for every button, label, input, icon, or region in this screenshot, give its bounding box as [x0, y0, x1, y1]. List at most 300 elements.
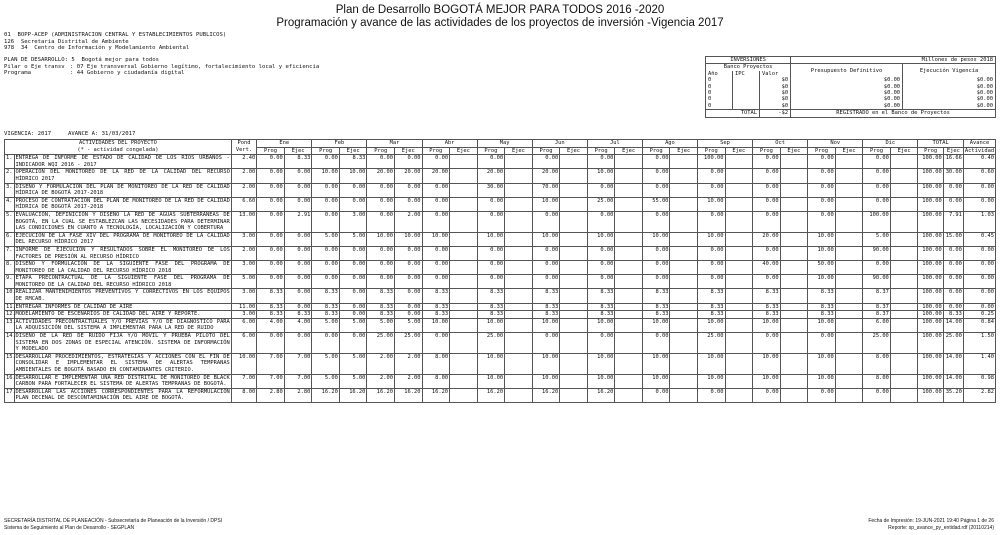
activity-name: DESARROLLAR E IMPLEMENTAR UNA RED DISTRITAL DE MONITOREO DE BLACK CARBON PARA FORTALECER EL SISTEMA DE ALERTAS TEMPRANAS DE BOGOTÁ. [15, 374, 230, 388]
ejec-cell [505, 311, 533, 319]
prog-cell: 8.33 [587, 303, 615, 311]
prog-cell: 0.00 [587, 183, 615, 197]
prog-header: Prog [587, 147, 615, 155]
ejec-cell [505, 374, 533, 388]
pond-cell: 2.00 [231, 169, 256, 183]
total-prog-cell: 100.00 [918, 211, 943, 232]
ejec-cell [615, 261, 643, 275]
prog-cell: 0.00 [477, 261, 505, 275]
ejec-cell [505, 169, 533, 183]
prog-cell: 5.00 [312, 318, 340, 332]
prog-cell: 0.00 [257, 155, 285, 169]
prog-cell: 0.00 [367, 211, 395, 232]
prog-cell: 0.00 [642, 388, 670, 402]
ejec-cell [505, 211, 533, 232]
avance-cell: 0.98 [963, 374, 995, 388]
prog-cell: 100.00 [863, 211, 891, 232]
prog-cell: 0.00 [753, 169, 781, 183]
ejec-cell [505, 155, 533, 169]
pond-cell: 13.00 [231, 211, 256, 232]
table-row [5, 197, 996, 211]
month-header: May [477, 140, 532, 148]
prog-cell: 0.00 [587, 275, 615, 289]
prog-cell: 10.00 [753, 374, 781, 388]
prog-cell: 90.00 [863, 275, 891, 289]
prog-cell: 0.00 [312, 261, 340, 275]
ejec-cell [560, 155, 588, 169]
prog-cell: 8.33 [808, 303, 836, 311]
pond-cell: 2.00 [231, 246, 256, 260]
ipc-cell [733, 103, 760, 110]
actividades-table [4, 139, 996, 403]
prog-cell: 0.00 [753, 155, 781, 169]
ejec-cell [615, 183, 643, 197]
ejec-cell: 20.00 [394, 169, 422, 183]
ejec-cell [615, 197, 643, 211]
prog-cell: 5.00 [312, 353, 340, 374]
ejec-cell [450, 374, 478, 388]
prog-cell: 16.20 [532, 388, 560, 402]
prog-cell: 0.00 [642, 333, 670, 354]
prog-cell: 10.00 [477, 374, 505, 388]
ejec-cell [670, 211, 698, 232]
ejec-cell [450, 318, 478, 332]
prog-header: Prog [697, 147, 725, 155]
prog-cell: 10.00 [753, 318, 781, 332]
prog-cell: 8.33 [753, 311, 781, 319]
prog-header: Prog [753, 147, 781, 155]
ejec-cell [780, 333, 808, 354]
ejec-cell [450, 232, 478, 246]
ejec-cell [615, 246, 643, 260]
prog-cell: 10.00 [422, 318, 450, 332]
ejec-cell [835, 353, 863, 374]
ejec-cell [505, 232, 533, 246]
prog-cell: 25.00 [367, 333, 395, 354]
prog-cell: 0.00 [697, 246, 725, 260]
ejec-cell [670, 303, 698, 311]
ejec-cell [780, 211, 808, 232]
avance-cell: 0.00 [963, 261, 995, 275]
ejec-cell [725, 311, 753, 319]
total-ejec-cell: 15.00 [943, 232, 963, 246]
pond-cell: 10.00 [231, 353, 256, 374]
ejec-cell [780, 289, 808, 303]
avance-cell: 1.03 [963, 211, 995, 232]
prog-cell: 0.00 [257, 197, 285, 211]
ejec-cell: 0.00 [284, 303, 312, 311]
ejec-cell [725, 246, 753, 260]
pond-cell: 3.00 [231, 261, 256, 275]
prog-cell: 8.00 [863, 353, 891, 374]
ejec-cell [670, 353, 698, 374]
row-number: 9. [5, 275, 15, 289]
total-ejec-cell: 16.66 [943, 155, 963, 169]
avance-fecha: AVANCE A: 31/03/2017 [68, 131, 136, 137]
activity-name: EJECUCIÓN DE LA FASE XIV DEL PROGRAMA DE MONITOREO DE LA CALIDAD DEL RECURSO HÍDRICO 2017 [15, 232, 230, 246]
ejec-cell [560, 333, 588, 354]
prog-cell: 10.00 [477, 232, 505, 246]
avance-cell: 1.40 [963, 353, 995, 374]
entity-block [4, 32, 226, 52]
prog-cell: 0.00 [642, 246, 670, 260]
prog-cell: 8.00 [863, 374, 891, 388]
ejec-cell: 0.00 [284, 289, 312, 303]
ejec-cell [890, 261, 918, 275]
ejec-cell [670, 275, 698, 289]
prog-cell: 0.00 [422, 275, 450, 289]
prog-cell: 0.00 [257, 169, 285, 183]
prog-cell: 0.00 [257, 246, 285, 260]
prog-cell: 8.37 [863, 289, 891, 303]
ejec-cell [890, 275, 918, 289]
header-row [5, 140, 996, 148]
prog-cell: 10.00 [808, 353, 836, 374]
ejec-cell [725, 353, 753, 374]
ejec-cell: 3.00 [339, 211, 367, 232]
ejec-cell [560, 311, 588, 319]
ejec-cell [560, 353, 588, 374]
prog-cell: 10.00 [587, 232, 615, 246]
ejec-cell [450, 275, 478, 289]
ejec-cell [890, 211, 918, 232]
prog-cell: 10.00 [532, 374, 560, 388]
total-ejec-cell: 0.00 [943, 197, 963, 211]
prog-cell: 0.00 [257, 183, 285, 197]
ejec-cell [835, 232, 863, 246]
ejec-cell: 0.00 [339, 333, 367, 354]
ejec-cell [615, 232, 643, 246]
ejec-cell: 0.00 [339, 261, 367, 275]
prog-cell: 8.33 [587, 311, 615, 319]
ejec-cell: 0.00 [284, 261, 312, 275]
prog-cell: 0.00 [697, 275, 725, 289]
prog-cell: 6.00 [863, 318, 891, 332]
prog-cell: 8.33 [532, 311, 560, 319]
prog-cell: 8.37 [863, 311, 891, 319]
row-number: 6. [5, 232, 15, 246]
ejec-cell [450, 333, 478, 354]
ejec-cell [505, 183, 533, 197]
ejec-cell: 0.00 [339, 183, 367, 197]
footer-right [868, 518, 994, 532]
prog-cell: 20.00 [532, 169, 560, 183]
prog-cell: 8.33 [532, 289, 560, 303]
ejec-cell [560, 183, 588, 197]
row-number: 13. [5, 318, 15, 332]
prog-cell: 0.00 [312, 197, 340, 211]
inversiones-row [706, 103, 996, 110]
valor-header: Valor [760, 71, 791, 77]
prog-cell: 0.00 [753, 183, 781, 197]
prog-cell: 0.00 [697, 388, 725, 402]
ejec-cell [725, 183, 753, 197]
total-label: TOTAL [706, 110, 760, 117]
row-number: 14. [5, 333, 15, 354]
activity-name: DISEÑO Y FORMULACIÓN DE LA SIGUIENTE FASE DEL PROGRAMA DE MONITOREO DE LA CALIDAD DEL RECURSO HÍDRICO 2018 [15, 261, 230, 274]
total-prog-cell: 100.00 [918, 333, 943, 354]
ejec-cell: 0.00 [339, 275, 367, 289]
prog-cell: 0.00 [753, 275, 781, 289]
ejec-cell [725, 275, 753, 289]
prog-cell: 10.00 [367, 232, 395, 246]
ejec-header: Ejec [725, 147, 753, 155]
ejec-cell [780, 303, 808, 311]
ejec-cell [615, 388, 643, 402]
ejec-cell: 0.00 [284, 246, 312, 260]
prog-header: Prog [863, 147, 891, 155]
ejec-cell [560, 232, 588, 246]
pond-cell: 7.00 [231, 374, 256, 388]
ejec-cell [560, 303, 588, 311]
prog-cell: 16.20 [477, 388, 505, 402]
ejec-cell [505, 197, 533, 211]
prog-cell: 10.00 [808, 318, 836, 332]
prog-header: Prog [532, 147, 560, 155]
ejec-cell [835, 318, 863, 332]
prog-cell: 0.00 [312, 211, 340, 232]
total-ejec-cell: 14.00 [943, 318, 963, 332]
ejec-cell: 0.00 [394, 197, 422, 211]
pond-cell: 6.00 [231, 333, 256, 354]
ejec-cell [615, 275, 643, 289]
inversiones-units: Millones de pesos 2018 [791, 57, 996, 64]
ejec-cell: 0.00 [339, 246, 367, 260]
total-ejec-cell: 0.00 [943, 183, 963, 197]
prog-cell: 8.33 [367, 303, 395, 311]
ejec-cell [560, 197, 588, 211]
ejec-cell [780, 388, 808, 402]
prog-cell: 0.00 [532, 246, 560, 260]
pond-cell: 3.00 [231, 289, 256, 303]
page-title: Plan de Desarrollo BOGOTÁ MEJOR PARA TODOS 2016 -2020 [335, 4, 665, 16]
prog-header: Prog [808, 147, 836, 155]
table-row [5, 155, 996, 169]
table-row [5, 232, 996, 246]
ejec-cell [780, 353, 808, 374]
prog-cell: 0.00 [477, 246, 505, 260]
prog-cell: 8.33 [808, 311, 836, 319]
ejec-cell [670, 169, 698, 183]
anio-cell: 0 [706, 90, 733, 96]
ejec-cell [780, 374, 808, 388]
ejec-cell [725, 197, 753, 211]
ejec-cell [505, 353, 533, 374]
ejec-cell [450, 353, 478, 374]
ejec-cell [890, 388, 918, 402]
ejec-cell [725, 211, 753, 232]
month-header: Mar [367, 140, 422, 148]
prog-cell: 10.00 [587, 169, 615, 183]
prog-cell: 0.00 [753, 246, 781, 260]
ejec-cell [670, 155, 698, 169]
prog-cell: 10.00 [477, 353, 505, 374]
month-header: Dic [863, 140, 918, 148]
prog-cell: 10.00 [753, 353, 781, 374]
ejec-cell: 0.00 [284, 197, 312, 211]
prog-cell: 10.00 [587, 353, 615, 374]
ejec-cell [450, 261, 478, 275]
congelada-note: (* - actividad congelada) [77, 146, 159, 153]
ejec-cell [835, 183, 863, 197]
total-prog-cell: 100.00 [918, 374, 943, 388]
ejec-cell [615, 333, 643, 354]
prog-cell: 10.00 [532, 318, 560, 332]
prog-cell: 70.00 [532, 183, 560, 197]
ejec-cell [505, 261, 533, 275]
prog-cell: 16.20 [587, 388, 615, 402]
ejec-header: Ejec [284, 147, 312, 155]
ejec-cell [835, 374, 863, 388]
prog-cell: 0.00 [367, 261, 395, 275]
ejec-cell: 5.00 [339, 318, 367, 332]
ejec-cell [560, 388, 588, 402]
total-prog-cell: 100.00 [918, 232, 943, 246]
ejec-cell [670, 388, 698, 402]
ejec-cell [890, 333, 918, 354]
prog-cell: 25.00 [477, 333, 505, 354]
table-row [5, 246, 996, 260]
prog-cell: 8.33 [587, 289, 615, 303]
activity-name: ENTREGAR INFORMES DE CALIDAD DE AIRE [14, 303, 231, 311]
ejecucion-cell: $0.00 [903, 103, 996, 110]
avance-cell: 0.00 [963, 246, 995, 260]
prog-cell: 8.33 [422, 311, 450, 319]
ejec-cell: 2.80 [284, 388, 312, 402]
total-ejec-cell: 0.00 [943, 275, 963, 289]
anio-cell: 0 [706, 77, 733, 83]
avance-cell: 0.60 [963, 169, 995, 183]
presupuesto-cell: $0.00 [791, 103, 903, 110]
prog-header: Prog [312, 147, 340, 155]
ejec-cell [835, 303, 863, 311]
prog-cell: 0.00 [863, 155, 891, 169]
month-header: Feb [312, 140, 367, 148]
ejec-cell: 0.00 [339, 289, 367, 303]
prog-cell: 8.33 [257, 289, 285, 303]
prog-cell: 8.37 [863, 303, 891, 311]
prog-cell: 0.00 [587, 261, 615, 275]
total-ejec-cell: 0.00 [943, 246, 963, 260]
prog-header: Prog [918, 147, 943, 155]
prog-cell: 2.00 [367, 374, 395, 388]
prog-cell: 20.00 [477, 169, 505, 183]
prog-cell: 0.00 [863, 183, 891, 197]
ejec-cell: 0.00 [394, 155, 422, 169]
ejec-cell: 5.00 [339, 232, 367, 246]
total-prog-cell: 100.00 [918, 289, 943, 303]
prog-cell: 0.00 [477, 211, 505, 232]
prog-cell: 10.00 [532, 353, 560, 374]
prog-cell: 55.00 [642, 197, 670, 211]
month-header: Jun [532, 140, 587, 148]
prog-cell: 8.33 [477, 311, 505, 319]
prog-cell: 0.00 [257, 333, 285, 354]
prog-cell: 8.00 [422, 353, 450, 374]
pond-cell: 3.00 [231, 311, 256, 319]
prog-cell: 0.00 [808, 388, 836, 402]
ejec-cell [560, 261, 588, 275]
prog-cell: 10.00 [697, 197, 725, 211]
prog-cell: 0.00 [532, 333, 560, 354]
pond-cell: 6.00 [231, 318, 256, 332]
prog-cell: 10.00 [808, 275, 836, 289]
table-row [5, 303, 996, 311]
ejec-cell [725, 261, 753, 275]
prog-cell: 10.00 [697, 318, 725, 332]
entity-line: 01 BOPP-ACEP (ADMINISTRACION CENTRAL Y ESTABLECIMIENTOS PUBLICOS) [4, 32, 227, 38]
activity-name: ETAPA PRECONTRACTUAL DE LA SIGUIENTE FASE DEL PROGRAMA DE MONITOREO DE LA CALIDAD DEL RECURSO HÍDRICO 2018 [15, 275, 230, 288]
ipc-header: IPC [733, 71, 760, 77]
ejec-cell: 8.33 [284, 311, 312, 319]
ejec-cell [505, 333, 533, 354]
ejec-header: Ejec [560, 147, 588, 155]
page-subtitle: Programación y avance de las actividades de los proyectos de inversión -Vigencia 2017 [276, 17, 724, 29]
prog-header: Prog [642, 147, 670, 155]
ejec-cell [450, 211, 478, 232]
prog-cell: 8.33 [367, 289, 395, 303]
prog-cell: 0.00 [532, 155, 560, 169]
prog-cell: 0.00 [587, 246, 615, 260]
table-row [5, 318, 996, 332]
pond-cell: 2.00 [231, 183, 256, 197]
ejec-header: Ejec [943, 147, 963, 155]
prog-cell: 0.00 [863, 169, 891, 183]
avance-cell: 0.25 [963, 311, 995, 319]
total-ejec-cell: 7.91 [943, 211, 963, 232]
prog-cell: 0.00 [312, 333, 340, 354]
prog-cell: 0.00 [697, 169, 725, 183]
footer-right-line: Reporte: sp_avance_py_entidad.rdf (20110214) [888, 525, 994, 531]
ejec-cell [670, 311, 698, 319]
ejec-cell [450, 197, 478, 211]
total-ejec-cell: 0.00 [943, 303, 963, 311]
ejec-cell [835, 289, 863, 303]
prog-cell: 16.20 [312, 388, 340, 402]
ejec-cell: 5.00 [394, 318, 422, 332]
prog-header: Prog [257, 147, 285, 155]
ejec-cell: 2.91 [284, 211, 312, 232]
valor-cell: $0 [760, 103, 791, 110]
row-number: 4. [5, 197, 15, 211]
pond-cell: 6.60 [231, 197, 256, 211]
prog-cell: 100.00 [697, 155, 725, 169]
activity-name: DISEÑO DE LA RED DE RUIDO FIJA Y/O MÓVIL Y PRUEBA PILOTO DEL SISTEMA EN DOS ZONAS DE ESPECIAL ATENCIÓN. SISTEMA DE INFORMACIÓN Y MODELADO [15, 333, 230, 353]
prog-cell: 5.00 [312, 374, 340, 388]
prog-cell: 0.00 [808, 183, 836, 197]
ejec-cell: 0.00 [394, 311, 422, 319]
avance-cell: 1.50 [963, 333, 995, 354]
row-number: 12. [6, 311, 16, 318]
ejec-cell [890, 353, 918, 374]
prog-cell: 0.00 [367, 155, 395, 169]
ejec-cell [725, 333, 753, 354]
ejec-cell [835, 388, 863, 402]
ejec-cell [725, 232, 753, 246]
ejec-cell [670, 197, 698, 211]
ejec-cell [615, 289, 643, 303]
ejec-cell: 10.00 [339, 169, 367, 183]
ejec-cell [835, 311, 863, 319]
ejec-cell: 8.33 [339, 155, 367, 169]
prog-cell: 0.00 [697, 261, 725, 275]
prog-cell: 0.00 [808, 169, 836, 183]
total-prog-cell: 100.00 [918, 311, 943, 319]
ejec-cell [670, 232, 698, 246]
prog-cell: 8.33 [367, 311, 395, 319]
ejec-header: Ejec [505, 147, 533, 155]
prog-cell: 0.00 [642, 211, 670, 232]
